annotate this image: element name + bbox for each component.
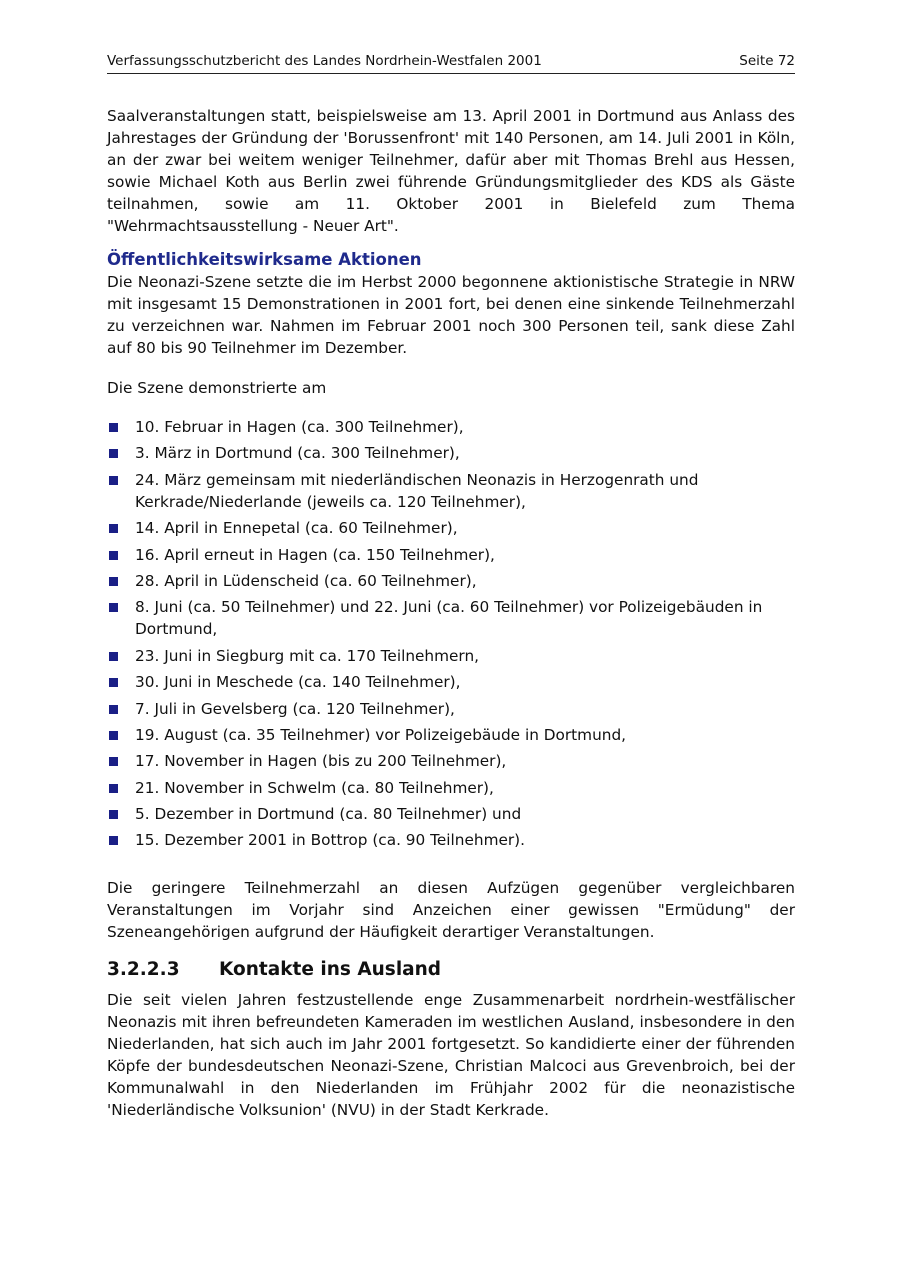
list-item <box>107 750 795 772</box>
square-bullet-icon <box>109 551 118 560</box>
square-bullet-icon <box>109 524 118 533</box>
square-bullet-icon <box>109 757 118 766</box>
demonstration-list <box>107 416 795 851</box>
list-item <box>107 777 795 799</box>
square-bullet-icon <box>109 449 118 458</box>
list-item-text: 8. Juni (ca. 50 Teilnehmer) und 22. Juni (ca. 60 Teilnehmer) vor Polizeigebäuden in Dortmund, <box>135 598 763 639</box>
list-item <box>107 671 795 693</box>
square-bullet-icon <box>109 705 118 714</box>
intro-paragraph: Saalveranstaltungen statt, beispielsweise am 13. April 2001 in Dortmund aus Anlass des Jahrestages der Gründung der 'Borussenfront' mit 140 Personen, am 14. Juli 2001 in Köln, an der zwar bei weitem weniger Teilnehmer, dafür aber mit Thomas Brehl aus Hessen, sowie Michael Koth aus Berlin zwei führende Gründungsmitglieder des KDS als Gäste teilnahmen, sowie am 11. Oktober 2001 in Bielefeld zum Thema "Wehrmachtsausstellung - Neuer Art". <box>107 107 795 235</box>
list-item-text: 3. März in Dortmund (ca. 300 Teilnehmer), <box>135 444 460 463</box>
section-number: 3.2.2.3 <box>107 959 180 981</box>
list-item-text: 5. Dezember in Dortmund (ca. 80 Teilnehmer) und <box>135 805 522 824</box>
list-item <box>107 570 795 592</box>
page-number: Seite 72 <box>739 53 795 69</box>
list-item <box>107 596 795 640</box>
page-header <box>107 52 795 74</box>
summary-paragraph: Die geringere Teilnehmerzahl an diesen Aufzügen gegenüber vergleichbaren Veranstaltungen im Vorjahr sind Anzeichen einer gewissen "Ermüdung" der Szeneangehörigen aufgrund der Häufigkeit derartiger Veranstaltungen. <box>107 879 795 942</box>
list-item <box>107 829 795 851</box>
square-bullet-icon <box>109 476 118 485</box>
list-item-text: 23. Juni in Siegburg mit ca. 170 Teilnehmern, <box>135 646 480 665</box>
list-item-text: 15. Dezember 2001 in Bottrop (ca. 90 Teilnehmer). <box>135 831 526 850</box>
list-item-text: 17. November in Hagen (bis zu 200 Teilnehmer), <box>135 752 507 771</box>
list-item-text: 21. November in Schwelm (ca. 80 Teilnehmer), <box>135 778 494 797</box>
section-heading <box>107 957 795 983</box>
list-item <box>107 698 795 720</box>
square-bullet-icon <box>109 652 118 661</box>
list-item <box>107 803 795 825</box>
list-item-text: 19. August (ca. 35 Teilnehmer) vor Polizeigebäude in Dortmund, <box>135 725 627 744</box>
page-content <box>107 105 795 1121</box>
list-item <box>107 416 795 438</box>
square-bullet-icon <box>109 423 118 432</box>
actions-paragraph: Die Neonazi-Szene setzte die im Herbst 2000 begonnene aktionistische Strategie in NRW mit insgesamt 15 Demonstrationen in 2001 fort, bei denen eine sinkende Teilnehmerzahl zu verzeichnen war. Nahmen im Februar 2001 noch 300 Personen teil, sank diese Zahl auf 80 bis 90 Teilnehmer im Dezember. <box>107 273 795 357</box>
list-item-text: 16. April erneut in Hagen (ca. 150 Teilnehmer), <box>135 545 495 564</box>
list-item-text: 14. April in Ennepetal (ca. 60 Teilnehmer), <box>135 519 458 538</box>
list-item <box>107 645 795 667</box>
square-bullet-icon <box>109 678 118 687</box>
header-title: Verfassungsschutzbericht des Landes Nordrhein-Westfalen 2001 <box>107 53 542 69</box>
list-item-text: 24. März gemeinsam mit niederländischen Neonazis in Herzogenrath und Kerkrade/Niederlande (jeweils ca. 120 Teilnehmer), <box>135 470 699 511</box>
list-item <box>107 469 795 513</box>
list-item <box>107 724 795 746</box>
subheading-actions: Öffentlichkeitswirksame Aktionen <box>107 250 422 269</box>
square-bullet-icon <box>109 731 118 740</box>
square-bullet-icon <box>109 577 118 586</box>
section-title: Kontakte ins Ausland <box>219 959 442 981</box>
section-paragraph: Die seit vielen Jahren festzustellende enge Zusammenarbeit nordrhein-westfälischer Neonazis mit ihren befreundeten Kameraden im westlichen Ausland, insbesondere in den Niederlanden, hat sich auch im Jahr 2001 fortgesetzt. So kandidierte einer der führenden Köpfe der bundesdeutschen Neonazi-Szene, Christian Malcoci aus Grevenbroich, bei der Kommunalwahl in den Niederlanden im Frühjahr 2002 für die neonazistische 'Niederländische Volksunion' (NVU) in der Stadt Kerkrade. <box>107 991 795 1120</box>
square-bullet-icon <box>109 603 118 612</box>
list-item-text: 7. Juli in Gevelsberg (ca. 120 Teilnehmer), <box>135 699 455 718</box>
list-item <box>107 544 795 566</box>
list-item <box>107 442 795 464</box>
list-intro: Die Szene demonstrierte am <box>107 379 327 397</box>
list-item-text: 30. Juni in Meschede (ca. 140 Teilnehmer), <box>135 673 461 692</box>
square-bullet-icon <box>109 836 118 845</box>
square-bullet-icon <box>109 810 118 819</box>
list-item-text: 10. Februar in Hagen (ca. 300 Teilnehmer), <box>135 418 464 436</box>
list-item-text: 28. April in Lüdenscheid (ca. 60 Teilnehmer), <box>135 571 477 590</box>
square-bullet-icon <box>109 784 118 793</box>
list-item <box>107 517 795 539</box>
